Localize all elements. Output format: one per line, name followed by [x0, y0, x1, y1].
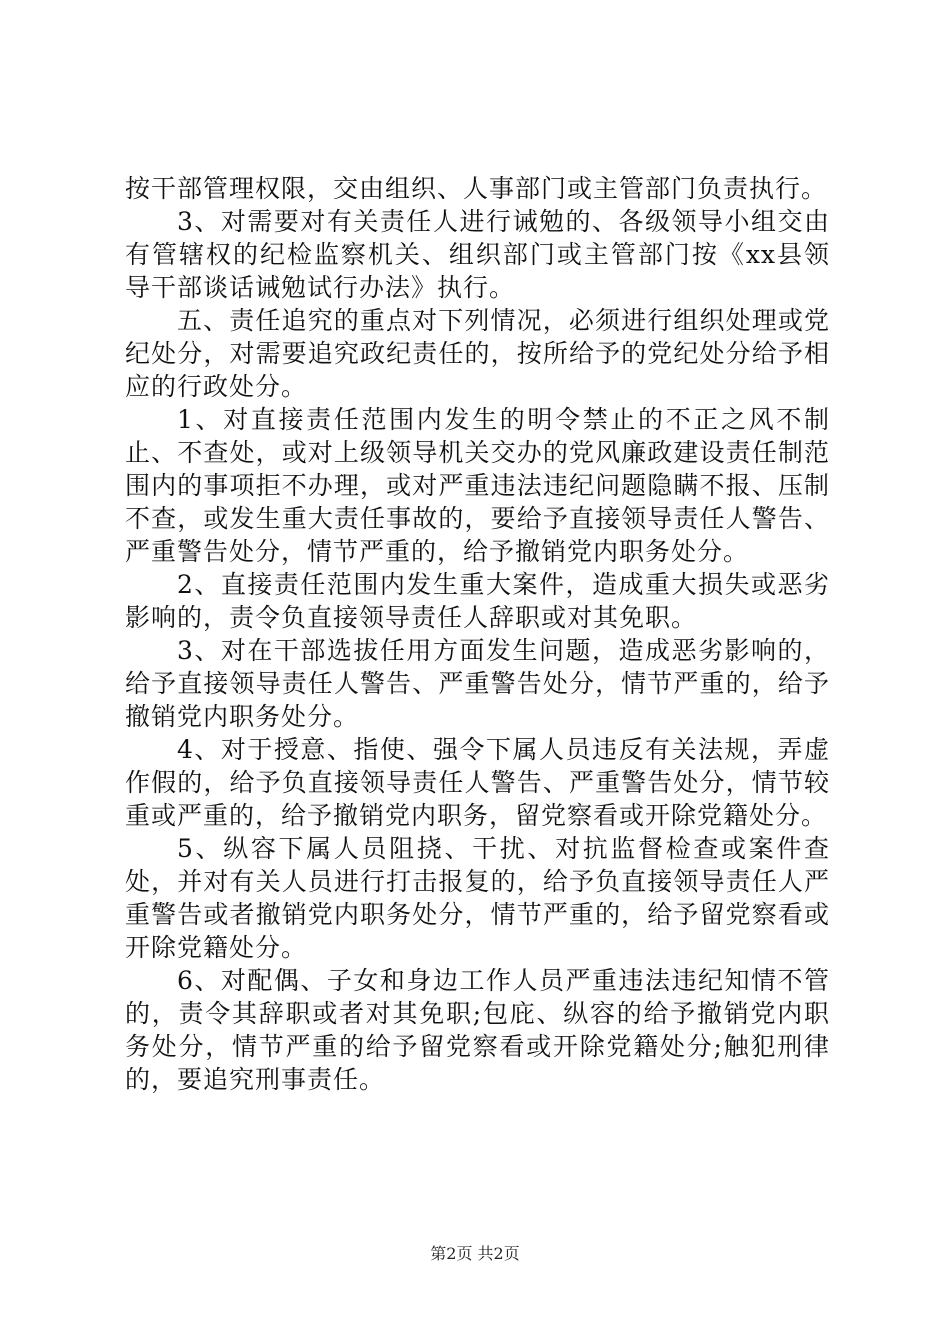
paragraph-section-5: 五、责任追究的重点对下列情况，必须进行组织处理或党纪处分，对需要追究政纪责任的，按所给予的党纪处分给予相应的行政处分。	[125, 306, 830, 401]
paragraph-item-4: 4、对于授意、指使、强令下属人员违反有关法规，弄虚作假的，给予负直接领导责任人警告、严重警告处分，情节较重或严重的，给予撤销党内职务，留党察看或开除党籍处分。	[125, 735, 830, 830]
paragraph-item-3: 3、对需要对有关责任人进行诫勉的、各级领导小组交由有管辖权的纪检监察机关、组织部门或主管部门按《xx县领导干部谈话诫勉试行办法》执行。	[125, 207, 830, 302]
paragraph-item-2: 2、直接责任范围内发生重大案件，造成重大损失或恶劣影响的，责令负直接领导责任人辞职或对其免职。	[125, 570, 830, 632]
paragraph-item-6: 6、对配偶、子女和身边工作人员严重违法违纪知情不管的，责令其辞职或者对其免职;包庇、纵容的给予撤销党内职务处分，情节严重的给予留党察看或开除党籍处分;触犯刑律的，要追究刑事责任。	[125, 966, 830, 1094]
document-body	[125, 172, 830, 1096]
paragraph-item-3b: 3、对在干部选拔任用方面发生问题，造成恶劣影响的，给予直接领导责任人警告、严重警告处分，情节严重的，给予撤销党内职务处分。	[125, 636, 830, 731]
page-footer	[0, 1244, 950, 1264]
paragraph-item-1: 1、对直接责任范围内发生的明令禁止的不正之风不制止、不查处，或对上级领导机关交办的党风廉政建设责任制范围内的事项拒不办理，或对严重违法违纪问题隐瞒不报、压制不查，或发生重大责任事故的，要给予直接领导责任人警告、严重警告处分，情节严重的，给予撤销党内职务处分。	[125, 405, 830, 566]
paragraph-continuation: 按干部管理权限，交由组织、人事部门或主管部门负责执行。	[125, 174, 828, 203]
paragraph-item-5: 5、纵容下属人员阻挠、干扰、对抗监督检查或案件查处，并对有关人员进行打击报复的，给予负直接领导责任人严重警告或者撤销党内职务处分，情节严重的，给予留党察看或开除党籍处分。	[125, 834, 830, 962]
page-number-label: 第2页 共2页	[430, 1244, 520, 1263]
